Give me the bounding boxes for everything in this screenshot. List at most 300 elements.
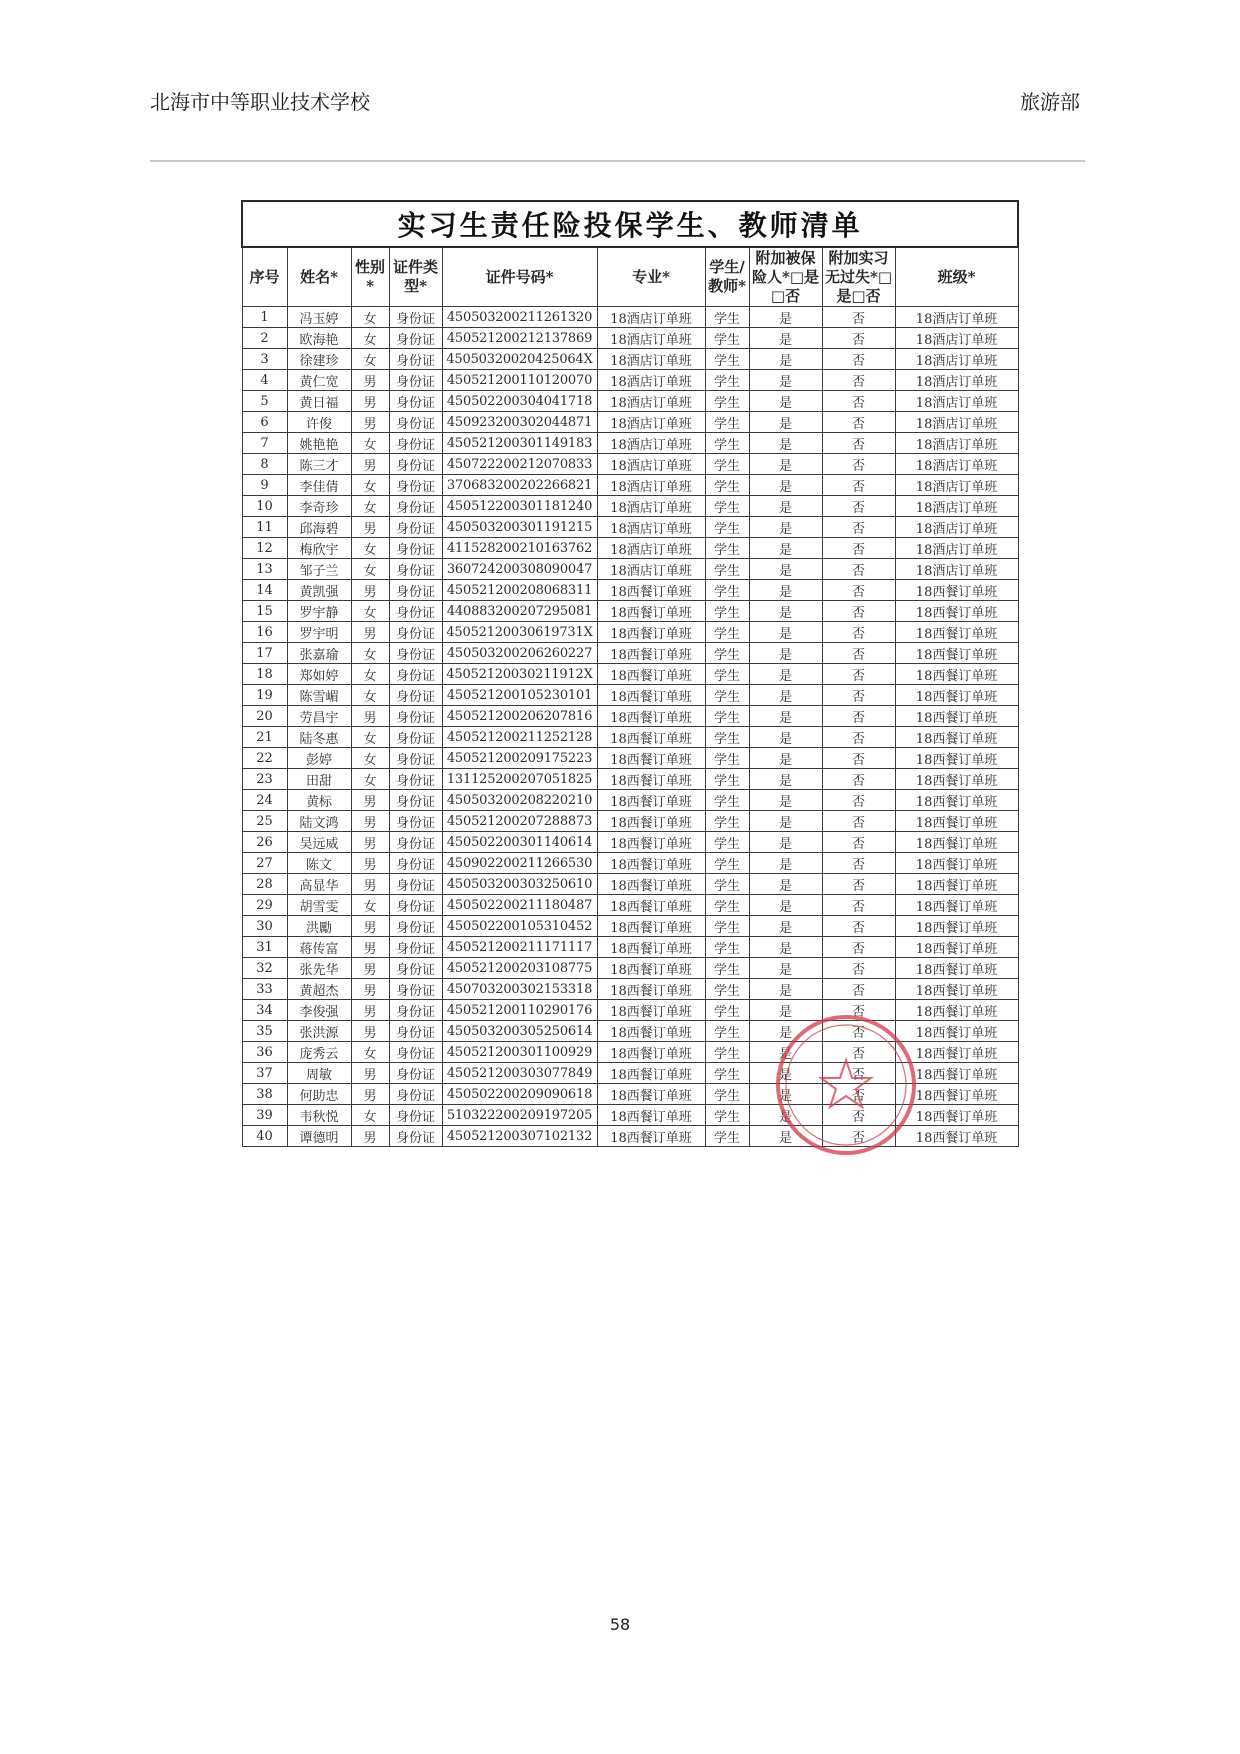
table-row <box>242 979 1018 1000</box>
cell-name: 李俊强 <box>287 1000 351 1021</box>
cell-name: 庞秀云 <box>287 1042 351 1063</box>
cell-index: 27 <box>242 853 287 874</box>
cell-role: 学生 <box>705 769 749 790</box>
cell-extra-insured: 是 <box>749 979 822 1000</box>
cell-extra-insured: 是 <box>749 958 822 979</box>
cell-name: 姚艳艳 <box>287 433 351 454</box>
cell-name: 许俊 <box>287 412 351 433</box>
cell-role: 学生 <box>705 937 749 958</box>
cell-extra-insured: 是 <box>749 832 822 853</box>
cell-index: 2 <box>242 328 287 349</box>
cell-extra-insured: 是 <box>749 475 822 496</box>
cell-id-type: 身份证 <box>389 853 442 874</box>
cell-id-type: 身份证 <box>389 748 442 769</box>
cell-class: 18酒店订单班 <box>895 391 1018 412</box>
cell-role: 学生 <box>705 538 749 559</box>
table-row <box>242 391 1018 412</box>
cell-no-fault: 否 <box>822 937 895 958</box>
cell-class: 18西餐订单班 <box>895 790 1018 811</box>
cell-id-number: 450512200301181240 <box>442 496 597 517</box>
cell-no-fault: 否 <box>822 1105 895 1126</box>
cell-id-type: 身份证 <box>389 475 442 496</box>
cell-no-fault: 否 <box>822 622 895 643</box>
cell-extra-insured: 是 <box>749 1042 822 1063</box>
cell-role: 学生 <box>705 1105 749 1126</box>
cell-id-type: 身份证 <box>389 454 442 475</box>
cell-extra-insured: 是 <box>749 1000 822 1021</box>
cell-index: 38 <box>242 1084 287 1105</box>
cell-name: 何助忠 <box>287 1084 351 1105</box>
cell-major: 18酒店订单班 <box>597 307 705 328</box>
cell-name: 谭德明 <box>287 1126 351 1147</box>
cell-major: 18西餐订单班 <box>597 811 705 832</box>
cell-major: 18西餐订单班 <box>597 601 705 622</box>
cell-no-fault: 否 <box>822 412 895 433</box>
cell-major: 18西餐订单班 <box>597 979 705 1000</box>
cell-index: 21 <box>242 727 287 748</box>
cell-gender: 男 <box>351 937 389 958</box>
cell-extra-insured: 是 <box>749 643 822 664</box>
cell-gender: 男 <box>351 622 389 643</box>
cell-name: 蒋传富 <box>287 937 351 958</box>
cell-gender: 女 <box>351 748 389 769</box>
cell-gender: 男 <box>351 391 389 412</box>
cell-no-fault: 否 <box>822 601 895 622</box>
table-row <box>242 664 1018 685</box>
cell-no-fault: 否 <box>822 475 895 496</box>
cell-gender: 女 <box>351 895 389 916</box>
cell-name: 张先华 <box>287 958 351 979</box>
cell-no-fault: 否 <box>822 370 895 391</box>
cell-no-fault: 否 <box>822 349 895 370</box>
cell-index: 36 <box>242 1042 287 1063</box>
cell-no-fault: 否 <box>822 1063 895 1084</box>
cell-gender: 男 <box>351 790 389 811</box>
cell-id-type: 身份证 <box>389 517 442 538</box>
cell-role: 学生 <box>705 370 749 391</box>
cell-class: 18西餐订单班 <box>895 916 1018 937</box>
cell-id-number: 450521200209175223 <box>442 748 597 769</box>
cell-no-fault: 否 <box>822 706 895 727</box>
column-header-name: 姓名* <box>287 247 351 307</box>
cell-id-type: 身份证 <box>389 1084 442 1105</box>
column-header-id-type: 证件类型* <box>389 247 442 307</box>
cell-name: 欧海艳 <box>287 328 351 349</box>
cell-class: 18西餐订单班 <box>895 706 1018 727</box>
cell-id-type: 身份证 <box>389 874 442 895</box>
cell-id-type: 身份证 <box>389 958 442 979</box>
cell-no-fault: 否 <box>822 727 895 748</box>
cell-class: 18酒店订单班 <box>895 328 1018 349</box>
cell-index: 14 <box>242 580 287 601</box>
cell-index: 26 <box>242 832 287 853</box>
cell-no-fault: 否 <box>822 790 895 811</box>
table-row <box>242 1000 1018 1021</box>
table-row <box>242 727 1018 748</box>
cell-class: 18酒店订单班 <box>895 559 1018 580</box>
cell-id-type: 身份证 <box>389 790 442 811</box>
cell-name: 陈文 <box>287 853 351 874</box>
cell-major: 18西餐订单班 <box>597 874 705 895</box>
cell-gender: 男 <box>351 370 389 391</box>
cell-id-number: 450521200301149183 <box>442 433 597 454</box>
table-row <box>242 1105 1018 1126</box>
cell-id-number: 411528200210163762 <box>442 538 597 559</box>
cell-no-fault: 否 <box>822 538 895 559</box>
cell-role: 学生 <box>705 916 749 937</box>
cell-role: 学生 <box>705 328 749 349</box>
cell-major: 18西餐订单班 <box>597 1042 705 1063</box>
cell-class: 18西餐订单班 <box>895 727 1018 748</box>
table-row <box>242 832 1018 853</box>
cell-no-fault: 否 <box>822 769 895 790</box>
table-row <box>242 601 1018 622</box>
cell-major: 18西餐订单班 <box>597 727 705 748</box>
cell-major: 18酒店订单班 <box>597 391 705 412</box>
cell-no-fault: 否 <box>822 328 895 349</box>
cell-class: 18酒店订单班 <box>895 370 1018 391</box>
cell-no-fault: 否 <box>822 1021 895 1042</box>
cell-role: 学生 <box>705 706 749 727</box>
cell-major: 18西餐订单班 <box>597 664 705 685</box>
cell-extra-insured: 是 <box>749 811 822 832</box>
cell-gender: 女 <box>351 685 389 706</box>
cell-name: 黄标 <box>287 790 351 811</box>
table-row <box>242 496 1018 517</box>
cell-major: 18酒店订单班 <box>597 538 705 559</box>
cell-index: 4 <box>242 370 287 391</box>
cell-class: 18西餐订单班 <box>895 937 1018 958</box>
cell-id-type: 身份证 <box>389 391 442 412</box>
cell-class: 18西餐订单班 <box>895 1021 1018 1042</box>
cell-index: 28 <box>242 874 287 895</box>
cell-no-fault: 否 <box>822 895 895 916</box>
cell-role: 学生 <box>705 433 749 454</box>
cell-class: 18西餐订单班 <box>895 874 1018 895</box>
cell-role: 学生 <box>705 559 749 580</box>
column-header-extra-insured: 附加被保险人*□是□否 <box>749 247 822 307</box>
cell-name: 陆文鸿 <box>287 811 351 832</box>
cell-role: 学生 <box>705 1000 749 1021</box>
cell-no-fault: 否 <box>822 1126 895 1147</box>
table-row <box>242 559 1018 580</box>
cell-class: 18酒店订单班 <box>895 433 1018 454</box>
cell-index: 5 <box>242 391 287 412</box>
cell-id-number: 450521200105230101 <box>442 685 597 706</box>
cell-name: 罗宇静 <box>287 601 351 622</box>
cell-role: 学生 <box>705 958 749 979</box>
table-row <box>242 433 1018 454</box>
cell-class: 18西餐订单班 <box>895 811 1018 832</box>
cell-extra-insured: 是 <box>749 1105 822 1126</box>
table-row <box>242 1126 1018 1147</box>
cell-name: 黄凯强 <box>287 580 351 601</box>
cell-gender: 女 <box>351 475 389 496</box>
cell-name: 韦秋悦 <box>287 1105 351 1126</box>
cell-no-fault: 否 <box>822 811 895 832</box>
cell-name: 陈三才 <box>287 454 351 475</box>
cell-id-type: 身份证 <box>389 937 442 958</box>
cell-no-fault: 否 <box>822 643 895 664</box>
column-header-major: 专业* <box>597 247 705 307</box>
table-row <box>242 349 1018 370</box>
cell-gender: 女 <box>351 601 389 622</box>
cell-role: 学生 <box>705 790 749 811</box>
cell-name: 彭婷 <box>287 748 351 769</box>
cell-id-type: 身份证 <box>389 1063 442 1084</box>
cell-index: 23 <box>242 769 287 790</box>
cell-id-number: 450503200211261320 <box>442 307 597 328</box>
cell-index: 19 <box>242 685 287 706</box>
cell-no-fault: 否 <box>822 832 895 853</box>
cell-major: 18西餐订单班 <box>597 643 705 664</box>
cell-class: 18酒店订单班 <box>895 475 1018 496</box>
cell-name: 黄日福 <box>287 391 351 412</box>
cell-index: 39 <box>242 1105 287 1126</box>
cell-no-fault: 否 <box>822 664 895 685</box>
cell-name: 郑如婷 <box>287 664 351 685</box>
cell-id-number: 450502200301140614 <box>442 832 597 853</box>
table-row <box>242 328 1018 349</box>
cell-id-number: 450503200208220210 <box>442 790 597 811</box>
cell-extra-insured: 是 <box>749 559 822 580</box>
table-row <box>242 1042 1018 1063</box>
cell-name: 周敏 <box>287 1063 351 1084</box>
cell-major: 18西餐订单班 <box>597 706 705 727</box>
cell-gender: 男 <box>351 1126 389 1147</box>
cell-role: 学生 <box>705 1021 749 1042</box>
cell-major: 18西餐订单班 <box>597 916 705 937</box>
cell-name: 李奇珍 <box>287 496 351 517</box>
cell-index: 11 <box>242 517 287 538</box>
cell-index: 29 <box>242 895 287 916</box>
cell-extra-insured: 是 <box>749 790 822 811</box>
cell-name: 胡雪雯 <box>287 895 351 916</box>
cell-major: 18西餐订单班 <box>597 853 705 874</box>
table-row <box>242 643 1018 664</box>
cell-role: 学生 <box>705 643 749 664</box>
cell-id-type: 身份证 <box>389 433 442 454</box>
cell-name: 冯玉婷 <box>287 307 351 328</box>
cell-class: 18西餐订单班 <box>895 979 1018 1000</box>
cell-id-type: 身份证 <box>389 538 442 559</box>
table-row <box>242 769 1018 790</box>
cell-id-number: 450521200206207816 <box>442 706 597 727</box>
cell-id-number: 450521200212137869 <box>442 328 597 349</box>
cell-extra-insured: 是 <box>749 580 822 601</box>
cell-id-type: 身份证 <box>389 664 442 685</box>
cell-no-fault: 否 <box>822 853 895 874</box>
table-row <box>242 1063 1018 1084</box>
cell-major: 18西餐订单班 <box>597 685 705 706</box>
cell-index: 17 <box>242 643 287 664</box>
table-row <box>242 706 1018 727</box>
cell-id-type: 身份证 <box>389 769 442 790</box>
cell-index: 10 <box>242 496 287 517</box>
cell-gender: 女 <box>351 538 389 559</box>
cell-name: 陈雪嵋 <box>287 685 351 706</box>
cell-id-type: 身份证 <box>389 811 442 832</box>
cell-id-number: 450521200303077849 <box>442 1063 597 1084</box>
cell-id-number: 450503200206260227 <box>442 643 597 664</box>
cell-role: 学生 <box>705 1063 749 1084</box>
cell-class: 18酒店订单班 <box>895 454 1018 475</box>
cell-id-number: 450722200212070833 <box>442 454 597 475</box>
cell-major: 18酒店订单班 <box>597 517 705 538</box>
cell-extra-insured: 是 <box>749 412 822 433</box>
cell-id-number: 131125200207051825 <box>442 769 597 790</box>
cell-gender: 男 <box>351 580 389 601</box>
cell-major: 18酒店订单班 <box>597 559 705 580</box>
cell-class: 18酒店订单班 <box>895 517 1018 538</box>
cell-id-type: 身份证 <box>389 832 442 853</box>
cell-no-fault: 否 <box>822 874 895 895</box>
insurance-roster-table <box>241 200 1019 1147</box>
cell-class: 18西餐订单班 <box>895 1042 1018 1063</box>
cell-major: 18西餐订单班 <box>597 622 705 643</box>
cell-class: 18酒店订单班 <box>895 496 1018 517</box>
table-row <box>242 790 1018 811</box>
cell-id-number: 450521200211171117 <box>442 937 597 958</box>
cell-gender: 男 <box>351 853 389 874</box>
cell-id-number: 450503200303250610 <box>442 874 597 895</box>
cell-class: 18西餐订单班 <box>895 1063 1018 1084</box>
cell-major: 18西餐订单班 <box>597 1084 705 1105</box>
cell-class: 18西餐订单班 <box>895 1000 1018 1021</box>
cell-major: 18酒店订单班 <box>597 496 705 517</box>
table-row <box>242 307 1018 328</box>
cell-index: 3 <box>242 349 287 370</box>
cell-id-number: 450521200207288873 <box>442 811 597 832</box>
cell-gender: 女 <box>351 1105 389 1126</box>
cell-name: 邱海碧 <box>287 517 351 538</box>
cell-index: 32 <box>242 958 287 979</box>
cell-id-type: 身份证 <box>389 349 442 370</box>
cell-extra-insured: 是 <box>749 517 822 538</box>
cell-role: 学生 <box>705 874 749 895</box>
cell-gender: 女 <box>351 727 389 748</box>
page-number: 58 <box>609 1615 631 1634</box>
cell-id-type: 身份证 <box>389 706 442 727</box>
cell-role: 学生 <box>705 685 749 706</box>
cell-no-fault: 否 <box>822 1084 895 1105</box>
cell-major: 18西餐订单班 <box>597 1105 705 1126</box>
cell-id-type: 身份证 <box>389 685 442 706</box>
cell-extra-insured: 是 <box>749 895 822 916</box>
cell-role: 学生 <box>705 475 749 496</box>
table-row <box>242 685 1018 706</box>
cell-extra-insured: 是 <box>749 496 822 517</box>
page-header-school: 北海市中等职业技术学校 <box>150 90 370 114</box>
cell-class: 18西餐订单班 <box>895 1084 1018 1105</box>
cell-id-type: 身份证 <box>389 496 442 517</box>
cell-id-type: 身份证 <box>389 727 442 748</box>
table-row <box>242 958 1018 979</box>
cell-id-type: 身份证 <box>389 559 442 580</box>
cell-id-number: 440883200207295081 <box>442 601 597 622</box>
table-row <box>242 517 1018 538</box>
table-row <box>242 853 1018 874</box>
cell-extra-insured: 是 <box>749 1084 822 1105</box>
cell-name: 罗宇明 <box>287 622 351 643</box>
cell-index: 34 <box>242 1000 287 1021</box>
cell-gender: 女 <box>351 496 389 517</box>
cell-no-fault: 否 <box>822 958 895 979</box>
cell-name: 劳昌宇 <box>287 706 351 727</box>
header-rule <box>150 160 1085 162</box>
cell-id-number: 450923200302044871 <box>442 412 597 433</box>
cell-gender: 男 <box>351 874 389 895</box>
cell-id-type: 身份证 <box>389 1000 442 1021</box>
cell-index: 20 <box>242 706 287 727</box>
cell-role: 学生 <box>705 832 749 853</box>
cell-id-type: 身份证 <box>389 601 442 622</box>
cell-name: 黄仁宽 <box>287 370 351 391</box>
cell-id-type: 身份证 <box>389 412 442 433</box>
cell-class: 18酒店订单班 <box>895 412 1018 433</box>
cell-class: 18西餐订单班 <box>895 1126 1018 1147</box>
cell-major: 18酒店订单班 <box>597 328 705 349</box>
cell-major: 18酒店订单班 <box>597 412 705 433</box>
table-row <box>242 538 1018 559</box>
cell-gender: 男 <box>351 1000 389 1021</box>
cell-extra-insured: 是 <box>749 601 822 622</box>
cell-class: 18西餐订单班 <box>895 895 1018 916</box>
cell-role: 学生 <box>705 727 749 748</box>
cell-class: 18酒店订单班 <box>895 307 1018 328</box>
table-row <box>242 580 1018 601</box>
cell-gender: 男 <box>351 1021 389 1042</box>
cell-role: 学生 <box>705 580 749 601</box>
cell-role: 学生 <box>705 1126 749 1147</box>
cell-id-type: 身份证 <box>389 1126 442 1147</box>
cell-name: 徐建珍 <box>287 349 351 370</box>
cell-no-fault: 否 <box>822 580 895 601</box>
cell-id-number: 450521200203108775 <box>442 958 597 979</box>
cell-extra-insured: 是 <box>749 769 822 790</box>
cell-index: 7 <box>242 433 287 454</box>
cell-major: 18西餐订单班 <box>597 1021 705 1042</box>
cell-id-number: 450521200110290176 <box>442 1000 597 1021</box>
cell-name: 邹子兰 <box>287 559 351 580</box>
cell-id-number: 360724200308090047 <box>442 559 597 580</box>
cell-index: 22 <box>242 748 287 769</box>
cell-extra-insured: 是 <box>749 307 822 328</box>
cell-gender: 女 <box>351 643 389 664</box>
cell-class: 18西餐订单班 <box>895 769 1018 790</box>
cell-no-fault: 否 <box>822 748 895 769</box>
cell-id-number: 450503200305250614 <box>442 1021 597 1042</box>
cell-id-type: 身份证 <box>389 622 442 643</box>
cell-role: 学生 <box>705 412 749 433</box>
cell-id-type: 身份证 <box>389 916 442 937</box>
cell-no-fault: 否 <box>822 1042 895 1063</box>
cell-class: 18西餐订单班 <box>895 580 1018 601</box>
cell-name: 梅欣宇 <box>287 538 351 559</box>
cell-gender: 女 <box>351 349 389 370</box>
column-header-no-fault: 附加实习无过失*□是□否 <box>822 247 895 307</box>
cell-gender: 女 <box>351 769 389 790</box>
cell-gender: 女 <box>351 433 389 454</box>
cell-id-type: 身份证 <box>389 1105 442 1126</box>
cell-gender: 女 <box>351 1042 389 1063</box>
cell-role: 学生 <box>705 811 749 832</box>
cell-no-fault: 否 <box>822 979 895 1000</box>
cell-role: 学生 <box>705 748 749 769</box>
cell-role: 学生 <box>705 664 749 685</box>
cell-gender: 男 <box>351 1063 389 1084</box>
cell-class: 18西餐订单班 <box>895 832 1018 853</box>
